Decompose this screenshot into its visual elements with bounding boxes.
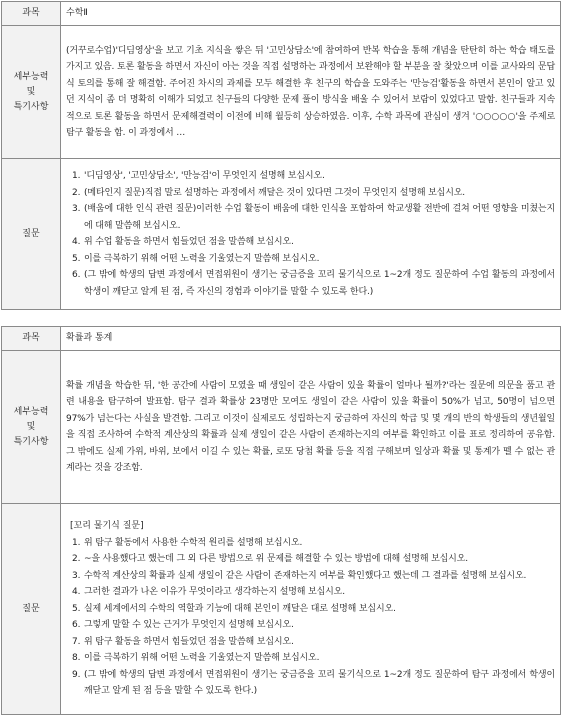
question-text: 위 탐구 활동에서 사용한 수학적 원리를 설명해 보십시오. <box>84 537 303 548</box>
question-text: (그 밖에 학생의 답변 과정에서 면접위원이 생기는 궁금증을 꼬리 물기식으로 1~2개 정도 질문하여 탐구 과정에서 학생이 깨닫고 알게 된 점 등을 말할 수 있도록 한다.) <box>84 669 555 697</box>
question-text: 이를 극복하기 위해 어떤 노력을 기울였는지 말씀해 보십시오. <box>84 653 320 664</box>
question-cell <box>61 504 561 715</box>
question-list <box>66 168 555 300</box>
question-number: 7. <box>72 636 81 647</box>
question-number: 9. <box>72 669 81 680</box>
question-text: 그렇게 말할 수 있는 근거가 무엇인지 설명해 보십시오. <box>84 620 294 631</box>
question-item <box>66 551 555 568</box>
record-table-probability <box>1 326 561 715</box>
question-item <box>66 667 555 700</box>
subject-row <box>2 2 561 26</box>
question-text: 그러한 결과가 나온 이유가 무엇이라고 생각하는지 설명해 보십시오. <box>84 587 345 598</box>
question-number: 8. <box>72 653 81 664</box>
question-number: 4. <box>72 237 81 247</box>
question-text: 이를 극복하기 위해 어떤 노력을 기울였는지 말씀해 보십시오. <box>84 253 320 264</box>
details-label-line1: 세부능력 <box>13 406 49 417</box>
question-label: 질문 <box>2 504 61 715</box>
question-row <box>2 504 561 715</box>
details-label <box>2 351 61 504</box>
question-number: 5. <box>72 253 81 264</box>
question-text: 실제 세계에서의 수학의 역할과 기능에 대해 본인이 깨달은 대로 설명해 보십시오. <box>84 603 396 614</box>
question-item <box>66 601 555 618</box>
question-item <box>66 201 555 234</box>
question-text: (메타인지 질문)직접 말로 설명하는 과정에서 깨달은 것이 있다면 그것이 무엇인지 설명해 보십시오. <box>84 187 466 198</box>
details-label-line2: 및 <box>26 86 36 97</box>
question-text: 위 탐구 활동을 하면서 힘들었던 점을 말씀해 보십시오. <box>84 636 294 647</box>
question-item <box>66 185 555 202</box>
details-cell <box>61 351 561 504</box>
subject-value: 확률과 통계 <box>61 327 561 351</box>
question-item <box>66 617 555 634</box>
question-heading: [꼬리 물기식 질문] <box>70 521 144 532</box>
question-item <box>66 535 555 552</box>
subject-value: 수학Ⅱ <box>61 2 561 26</box>
question-text: (그 밖에 학생의 답변 과정에서 면접위원이 생기는 궁금증을 꼬리 물기식으로 1~2개 정도 질문하여 수업 활동의 과정에서 학생이 깨닫고 알게 된 점, 즉 자신의 경험과 이야기를 말할 수 있도록 한다.) <box>84 270 555 297</box>
question-item <box>66 168 555 185</box>
question-number: 3. <box>72 570 81 581</box>
question-text: '디딤영상', '고민상담소', '만능검'이 무엇인지 설명해 보십시오. <box>84 171 325 181</box>
question-text: 수학적 계산상의 확률과 실제 생일이 같은 사람이 존재하는지 여부를 확인했다고 했는데 그 결과를 설명해 보십시오. <box>84 570 527 581</box>
question-number: 6. <box>72 620 81 631</box>
subject-label: 과목 <box>2 327 61 351</box>
question-item <box>66 234 555 251</box>
details-row <box>2 26 561 159</box>
details-label <box>2 26 61 159</box>
question-item <box>66 584 555 601</box>
question-text: 위 수업 활동을 하면서 힘들었던 점을 말씀해 보십시오. <box>84 237 294 247</box>
details-text: 확률 개념을 학습한 뒤, '한 공간에 사람이 모였을 때 생일이 같은 사람이 있을 확률이 얼마나 될까?'라는 질문에 의문을 품고 관련 내용을 탐구하여 발표함. 탐구 결과 확률상 23명만 모여도 생일이 같은 사람이 있을 확률이 50%가 넘고, 50명이 넘으면 97%가 넘는다는 사실을 발견함. 그리고 이것이 실제로도 성립하는지 궁금하여 자신의 학급 및 몇 개의 반의 학생들의 생년월일을 직접 조사하여 수학적 계산상의 확률과 실제 생일이 같은 사람이 존재하는지의 여부를 확인하고 이를 표로 정리하여 공유함. 그 밖에도 실제 가위, 바위, 보에서 이길 수 있는 확률, 로또 당첨 확률 등을 직접 구해보며 일상과 확률 및 통계가 뗄 수 없는 관계라는 것을 강조함. <box>66 380 555 473</box>
details-label-line3: 특기사항 <box>13 436 49 447</box>
question-text: ~을 사용했다고 했는데 그 외 다른 방법으로 위 문제를 해결할 수 있는 방법에 대해 설명해 보십시오. <box>84 554 468 565</box>
question-item <box>66 568 555 585</box>
question-number: 3. <box>72 204 81 214</box>
subject-row <box>2 327 561 351</box>
question-number: 2. <box>72 187 81 198</box>
question-cell <box>61 159 561 310</box>
details-label-line1: 세부능력 <box>13 71 49 82</box>
question-item <box>66 251 555 268</box>
details-label-line2: 및 <box>26 421 36 432</box>
details-text: (거꾸로수업)'디딤영상'을 보고 기초 지식을 쌓은 뒤 '고민상담소'에 참여하여 반복 학습을 통해 개념을 탄탄히 하는 학습 태도를 가지고 있음. 토론 활동을 하면서 자신이 아는 것을 직접 설명하는 과정에서 보완해야 할 부분을 잘 찾았으며 이를 교사와의 문답식 토의를 통해 잘 해결함. 주어진 차시의 과제를 모두 해결한 후 친구의 학습을 도와주는 '만능검'활동을 하면서 본인이 알고 있던 지식이 좀 더 명확히 이해가 되었고 친구들의 다양한 문제 풀이 방식을 배울 수 있어서 보람이 있었다고 말함. 친구들과 지속적으로 토론 활동을 하면서 문제해결력이 이전에 비해 월등히 상승하였음. 이후, 수학 과목에 관심이 생겨 '○○○○○'을 주제로 탐구 활동을 함. 이 과정에서 … <box>66 45 555 138</box>
subject-label: 과목 <box>2 2 61 26</box>
question-item <box>66 634 555 651</box>
question-item <box>66 650 555 667</box>
question-row <box>2 159 561 310</box>
question-number: 1. <box>72 537 81 548</box>
details-row <box>2 351 561 504</box>
details-cell <box>61 26 561 159</box>
question-number: 5. <box>72 603 81 614</box>
question-number: 2. <box>72 554 81 565</box>
question-label: 질문 <box>2 159 61 310</box>
details-label-line3: 특기사항 <box>13 101 49 112</box>
question-item <box>66 267 555 300</box>
question-number: 6. <box>72 270 81 280</box>
question-list <box>66 535 555 700</box>
question-number: 1. <box>72 171 81 181</box>
record-table-math2 <box>1 1 561 310</box>
question-number: 4. <box>72 587 81 598</box>
question-text: (배움에 대한 인식 관련 질문)이러한 수업 활동이 배움에 대한 인식을 포함하여 학교생활 전반에 걸쳐 어떤 영향을 미쳤는지에 대해 말씀해 보십시오. <box>84 204 555 231</box>
